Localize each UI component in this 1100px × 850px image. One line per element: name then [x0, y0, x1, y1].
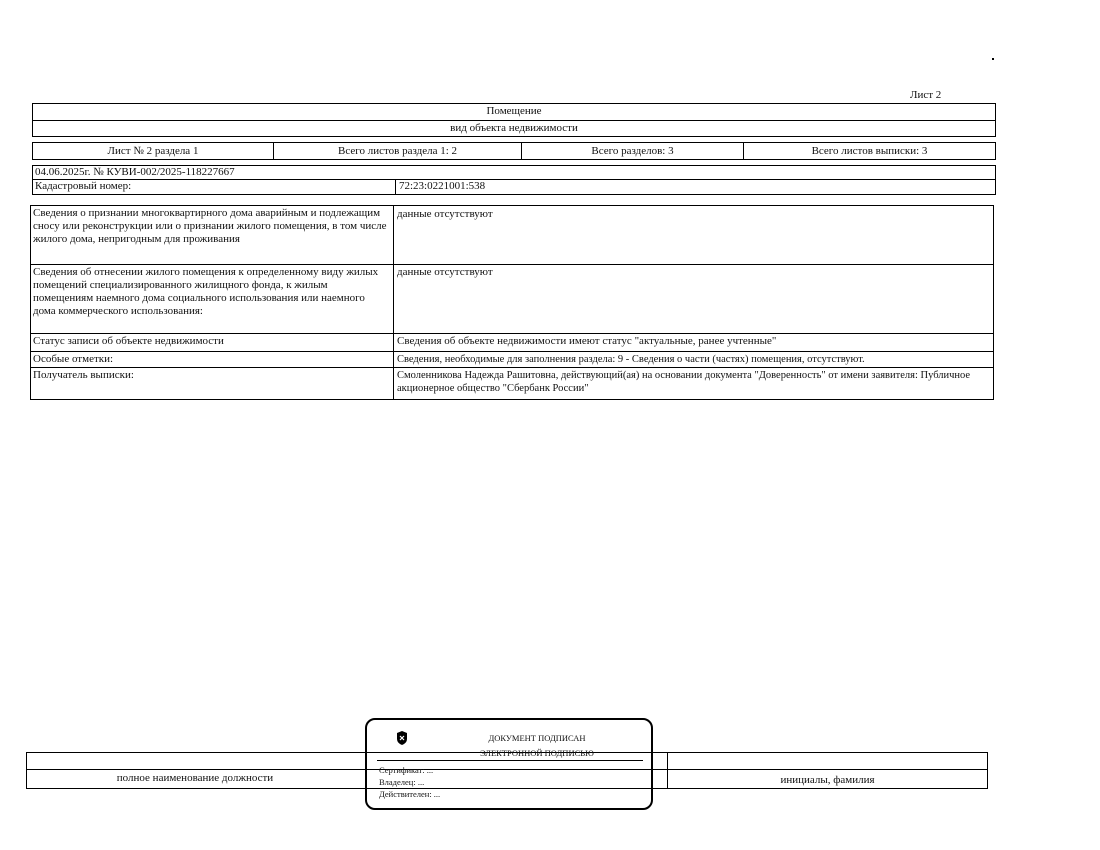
- table-row-label: Сведения об отнесении жилого помещения к определенному виду жилых помещений специализированного жилищного фонда, к жилым помещениям наемного дома социального использования или наемного дома коммерческого использования:: [33, 266, 379, 317]
- cadastral-number-label: Кадастровый номер:: [35, 180, 132, 192]
- stamp-subtitle: ЭЛЕКТРОННОЙ ПОДПИСЬЮ: [480, 748, 594, 758]
- object-type-caption: вид объекта недвижимости: [450, 122, 578, 134]
- info-table: [30, 205, 994, 400]
- total-sections: Всего разделов: 3: [591, 145, 674, 157]
- total-sheets-section: Всего листов раздела 1: 2: [337, 145, 458, 157]
- sheet-info-row: [32, 142, 996, 160]
- table-row-value: данные отсутствуют: [397, 266, 493, 278]
- sheet-of-section: Лист № 2 раздела 1: [107, 145, 199, 157]
- table-row-value: Сведения, необходимые для заполнения раздела: 9 - Сведения о части (частях) помещения, отсутствуют.: [397, 354, 865, 365]
- signature-caption: инициалы, фамилия: [780, 774, 875, 786]
- emblem-icon: [395, 730, 409, 746]
- sheet-label: Лист 2: [910, 89, 942, 101]
- table-row-label: Сведения о признании многоквартирного дома аварийным и подлежащим сносу или реконструкции или о признании жилого помещения, в том числе жилого дома, непригодным для проживания: [33, 207, 387, 245]
- header-block: [32, 103, 996, 137]
- scan-speck: [992, 58, 994, 60]
- table-row-label: Особые отметки:: [33, 353, 114, 365]
- table-row-value: данные отсутствуют: [397, 208, 493, 220]
- table-row-label: Получатель выписки:: [33, 369, 134, 381]
- electronic-signature-stamp: [365, 718, 653, 810]
- total-sheets-extract: Всего листов выписки: 3: [811, 145, 928, 157]
- footer-left-border: [26, 752, 27, 789]
- position-caption: полное наименование должности: [116, 772, 274, 784]
- footer-right-border: [987, 752, 988, 789]
- table-row-value: Сведения об объекте недвижимости имеют статус "актуальные, ранее учтенные": [397, 335, 777, 347]
- stamp-title: ДОКУМЕНТ ПОДПИСАН: [488, 733, 586, 743]
- record-block: [32, 165, 996, 195]
- cadastral-number-value: 72:23:0221001:538: [399, 180, 486, 192]
- stamp-validity: Действителен: ...: [379, 789, 441, 799]
- stamp-certificate: Сертификат: ...: [379, 765, 434, 775]
- footer-divider: [667, 752, 668, 789]
- table-row-label: Статус записи об объекте недвижимости: [33, 335, 224, 347]
- object-title: Помещение: [486, 105, 542, 117]
- stamp-owner: Владелец: ...: [379, 777, 425, 787]
- table-row-value: Смоленникова Надежда Рашитовна, действующий(ая) на основании документа "Доверенность" от имени заявителя: Публичное акционерное общество "Сбербанк России": [397, 370, 971, 394]
- record-date-number: 04.06.2025г. № КУВИ-002/2025-118227667: [35, 166, 235, 178]
